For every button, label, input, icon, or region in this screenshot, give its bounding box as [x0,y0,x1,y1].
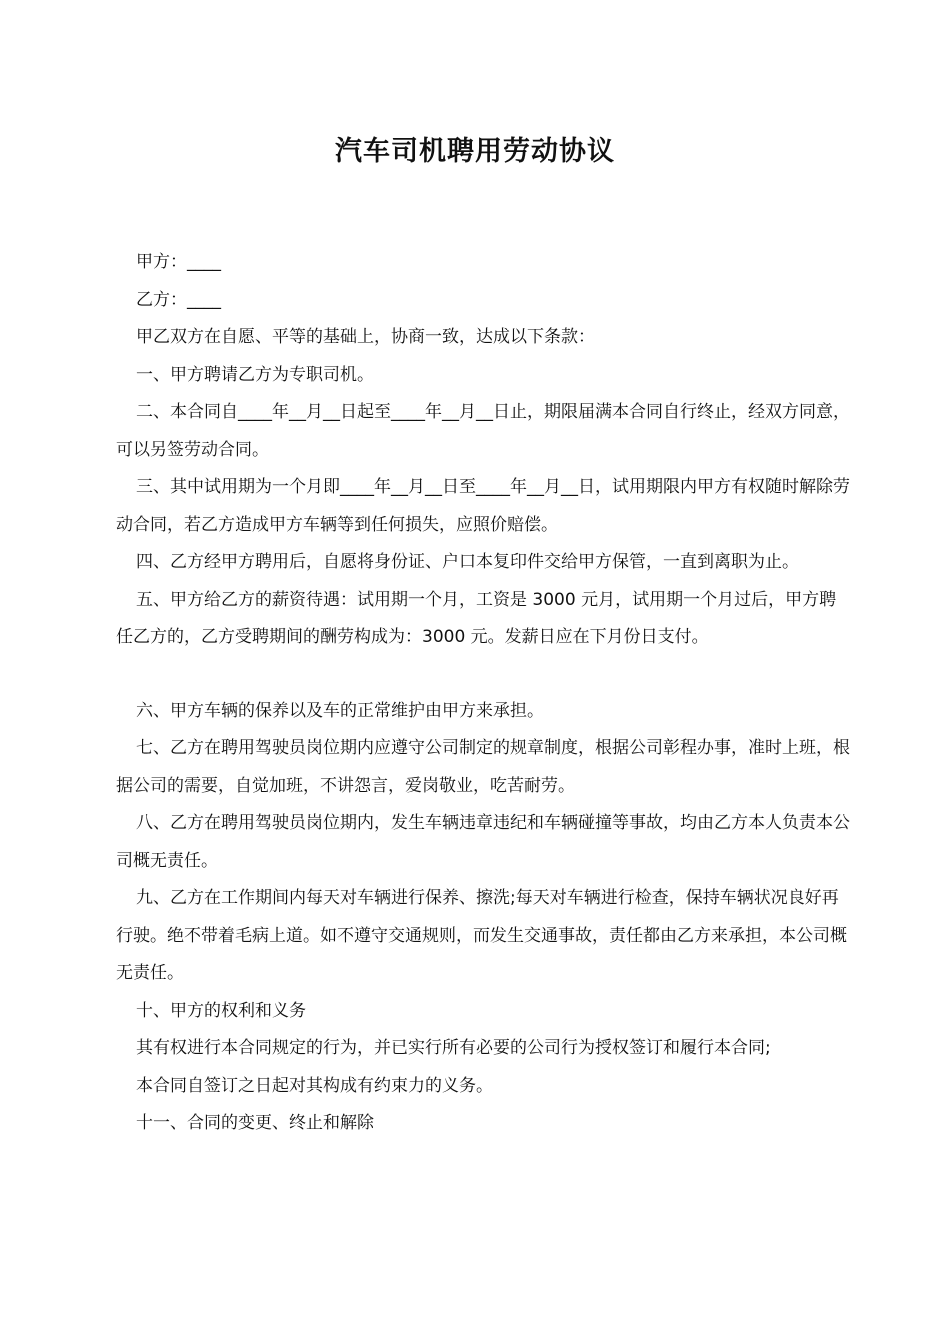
clause-10-obligations: 本合同自签订之日起对其构成有约束力的义务。 [136,1075,493,1096]
clause-7: 七、乙方在聘用驾驶员岗位期内应遵守公司制定的规章制度，根据公司彰程办事，准时上班，根据公司的需要，自觉加班，不讲怨言，爱岗敬业，吃苦耐劳。 [116,738,850,796]
document-title: 汽车司机聘用劳动协议 [335,136,615,167]
clause-3: 三、其中试用期为一个月即____年__月__日至____年__月__日，试用期限内甲方有权随时解除劳动合同，若乙方造成甲方车辆等到任何损失，应照价赔偿。 [116,477,850,535]
clause-6: 六、甲方车辆的保养以及车的正常维护由甲方来承担。 [136,700,544,721]
clause-11-heading: 十一、合同的变更、终止和解除 [136,1113,374,1133]
clause-5: 五、甲方给乙方的薪资待遇：试用期一个月，工资是 3000 元月，试用期一个月过后，甲方聘任乙方的，乙方受聘期间的酬劳构成为：3000 元。发薪日应在下月份日支付。 [116,589,837,647]
clause-9: 九、乙方在工作期间内每天对车辆进行保养、擦洗;每天对车辆进行检查，保持车辆状况良好再行驶。绝不带着毛病上道。如不遵守交通规则，而发生交通事故，责任都由乙方来承担，本公司概无责任。 [116,888,847,983]
party-b-line: 乙方：____ [136,289,221,310]
clause-10-rights: 其有权进行本合同规定的行为，并已实行所有必要的公司行为授权签订和履行本合同; [136,1038,771,1058]
clause-4: 四、乙方经甲方聘用后，自愿将身份证、户口本复印件交给甲方保管，一直到离职为止。 [136,552,799,572]
clause-2: 二、本合同自____年__月__日起至____年__月__日止，期限届满本合同自行终止，经双方同意，可以另签劳动合同。 [116,402,850,460]
clause-8: 八、乙方在聘用驾驶员岗位期内，发生车辆违章违纪和车辆碰撞等事故，均由乙方本人负责本公司概无责任。 [116,813,850,871]
preamble-paragraph: 甲乙双方在自愿、平等的基础上，协商一致，达成以下条款： [136,327,595,347]
clause-1: 一、甲方聘请乙方为专职司机。 [136,364,374,385]
party-a-line: 甲方：____ [136,252,221,272]
document-body [116,244,852,1143]
clause-10-heading: 十、甲方的权利和义务 [136,1000,306,1021]
